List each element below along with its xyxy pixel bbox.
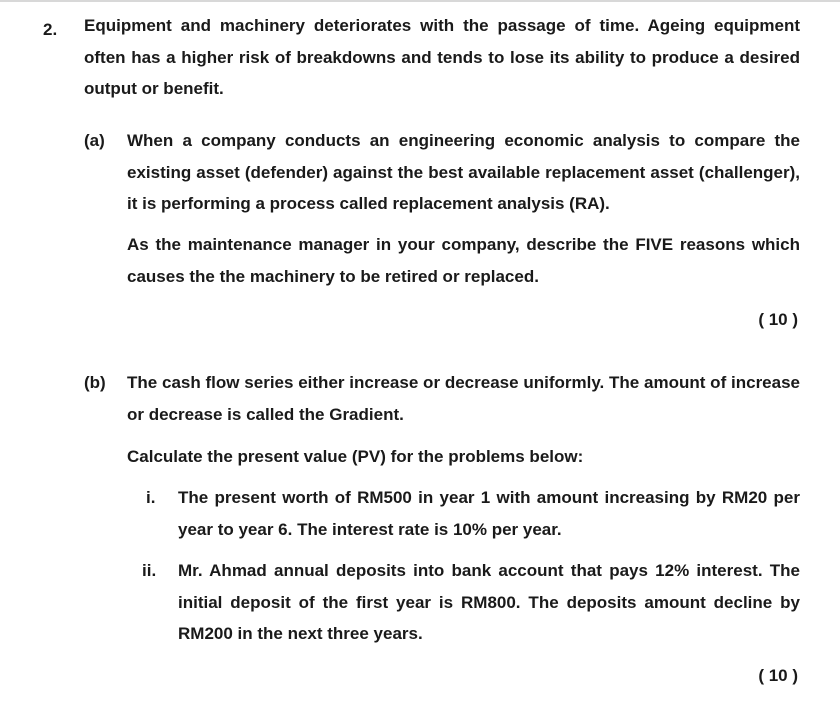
question-intro: Equipment and machinery deteriorates with the passage of time. Ageing equipment often has a higher risk of breakdowns and tends to lose its ability to produce a desired output or benefit. [84,16,800,98]
top-rule [0,0,840,2]
part-b-item-i-label: i. [146,488,156,507]
part-b-marks: ( 10 ) [758,666,798,685]
part-a-paragraph-1: When a company conducts an engineering economic analysis to compare the existing asset (defender) against the best available replacement asset (challenger), it is performing a process called replacement analysis (RA). [127,131,800,213]
part-b-item-ii-label: ii. [142,561,157,580]
part-a-label: (a) [84,131,105,150]
part-a-marks: ( 10 ) [758,310,798,329]
part-b-paragraph-1: The cash flow series either increase or decrease uniformly. The amount of increase or decrease is called the Gradient. [127,373,800,424]
part-b-label: (b) [84,373,106,392]
question-number: 2. [43,20,58,39]
part-b-item-i-text: The present worth of RM500 in year 1 with amount increasing by RM20 per year to year 6. The interest rate is 10% per year. [178,488,800,539]
part-b-item-ii-text: Mr. Ahmad annual deposits into bank account that pays 12% interest. The initial deposit of the first year is RM800. The deposits amount decline by RM200 in the next three years. [178,561,800,643]
part-b-instruction: Calculate the present value (PV) for the problems below: [127,447,584,466]
part-a-paragraph-2: As the maintenance manager in your company, describe the FIVE reasons which causes the the machinery to be retired or replaced. [127,235,800,286]
